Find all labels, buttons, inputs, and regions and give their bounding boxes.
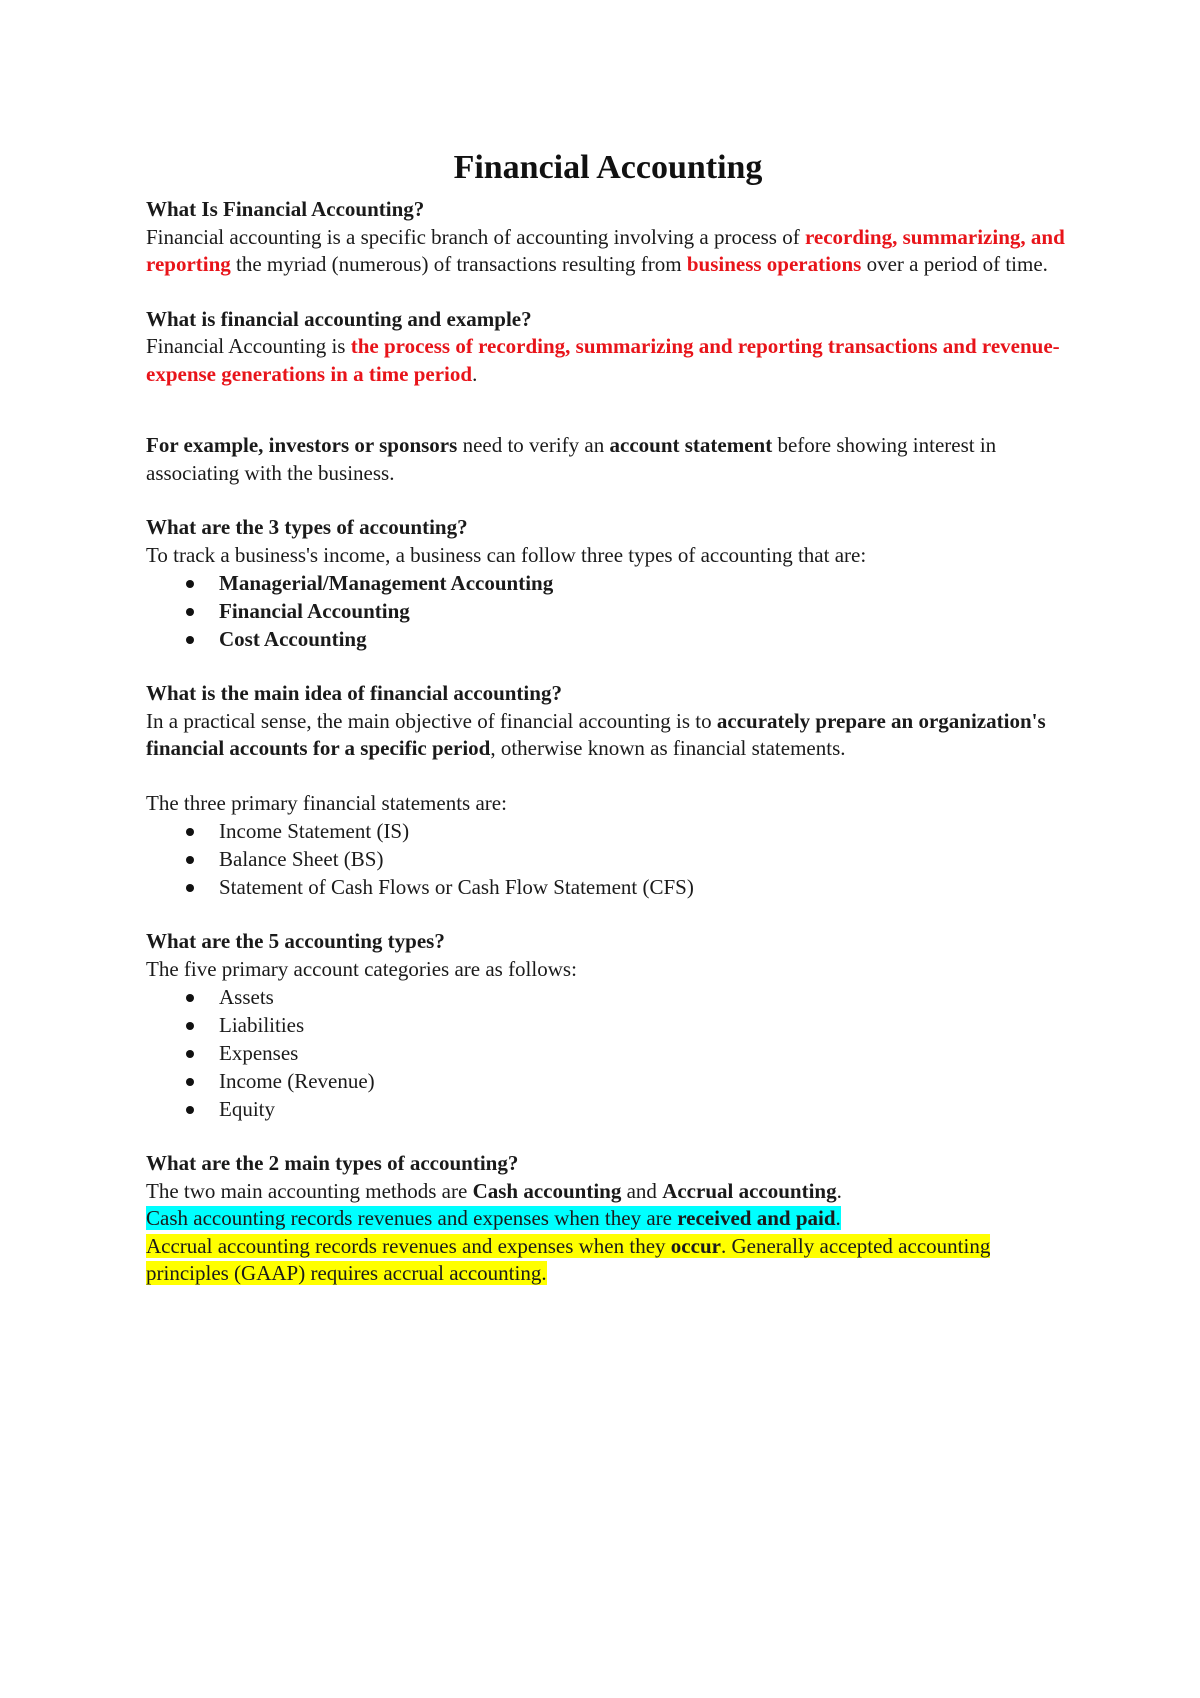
bold-run: Cash accounting (472, 1178, 622, 1203)
list-item-text: Equity (219, 1097, 275, 1121)
question-2-types: What are the 2 main types of accounting? (146, 1151, 519, 1175)
text-run: Financial accounting is a specific branch of accounting involving a process of (146, 224, 805, 249)
bullet-icon (186, 1050, 194, 1058)
page-title: Financial Accounting (453, 149, 763, 186)
highlight-cyan (146, 1206, 841, 1230)
question-what-is-financial-accounting: What Is Financial Accounting? (146, 197, 425, 221)
bullet-icon (186, 1022, 194, 1030)
text-run: the myriad (numerous) of transactions resulting from (230, 252, 687, 276)
spacer (146, 279, 1070, 306)
list-item (146, 625, 1070, 653)
text-run: and (621, 1178, 663, 1203)
bullet-icon (186, 608, 194, 616)
bullet-icon (186, 884, 194, 892)
bold-run: Accrual accounting (662, 1178, 837, 1203)
text-run: before showing interest in associating with the business. (146, 433, 997, 485)
list-item (146, 1067, 1070, 1095)
paragraph-example (146, 432, 1070, 487)
text-run: Financial Accounting is (146, 334, 351, 358)
question-financial-accounting-example: What is financial accounting and example? (146, 306, 532, 331)
bullet-icon (186, 636, 194, 644)
spacer (146, 653, 1070, 680)
text-run: over a period of time. (861, 252, 1048, 276)
spacer (146, 901, 1070, 928)
text-run: The two main accounting methods are (146, 1178, 473, 1203)
text-run: Cash accounting records revenues and expenses when they are (146, 1206, 678, 1230)
bullet-icon (186, 828, 194, 836)
paragraph-3-types-intro: To track a business's income, a business can follow three types of accounting that are: (146, 542, 867, 567)
list-3-types (146, 569, 1070, 653)
list-item (146, 983, 1070, 1011)
list-item-text: Expenses (219, 1041, 299, 1065)
bold-run: For example, investors or sponsors (146, 433, 458, 457)
list-statements (146, 817, 1070, 901)
paragraph-process (146, 333, 1070, 388)
list-item-text: Managerial/Management Accounting (219, 571, 554, 595)
spacer (146, 487, 1070, 514)
paragraph-2-types (146, 1178, 1070, 1206)
bullet-icon (186, 994, 194, 1002)
text-run: , otherwise known as financial statements. (490, 736, 846, 760)
spacer (146, 763, 1070, 790)
highlight-yellow (146, 1234, 990, 1286)
text-run: . Generally accepted accounting principles (GAAP) requires accrual accounting. (146, 1233, 991, 1285)
spacer (146, 1123, 1070, 1150)
list-item-text: Liabilities (219, 1013, 305, 1037)
list-item (146, 569, 1070, 597)
spacer (146, 388, 1070, 432)
list-item (146, 597, 1070, 625)
bold-run: accurately prepare an organization's financial accounts for a specific period (146, 708, 1046, 760)
paragraph-definition (146, 224, 1070, 279)
question-main-idea: What is the main idea of financial accounting? (146, 681, 562, 705)
text-run: need to verify an (457, 433, 610, 457)
list-item-text: Financial Accounting (219, 599, 410, 623)
paragraph-accrual-accounting (146, 1233, 1070, 1288)
bullet-icon (186, 1078, 194, 1086)
bullet-icon (186, 856, 194, 864)
text-run: . (835, 1206, 841, 1230)
text-run: . (836, 1178, 842, 1203)
emphasis-red: recording, summarizing, and reporting (146, 224, 1065, 276)
text-run: Accrual accounting records revenues and expenses when they (146, 1233, 671, 1258)
list-item (146, 1039, 1070, 1067)
bullet-icon (186, 580, 194, 588)
list-item (146, 845, 1070, 873)
paragraph-main-idea (146, 708, 1070, 763)
list-item-text: Cost Accounting (219, 627, 367, 651)
list-item-text: Income (Revenue) (219, 1069, 375, 1093)
list-item-text: Balance Sheet (BS) (219, 847, 384, 871)
question-3-types: What are the 3 types of accounting? (146, 515, 468, 539)
emphasis-red: the process of recording, summarizing and reporting transactions and revenue-expense generations in a time period (146, 334, 1060, 386)
bold-run: account statement (609, 433, 773, 457)
text-run: In a practical sense, the main objective of financial accounting is to (146, 708, 717, 733)
list-item-text: Assets (219, 985, 274, 1009)
list-item-text: Income Statement (IS) (219, 819, 410, 843)
list-item-text: Statement of Cash Flows or Cash Flow Statement (CFS) (219, 875, 694, 899)
list-item (146, 873, 1070, 901)
paragraph-statements-intro: The three primary financial statements are: (146, 790, 507, 815)
list-item (146, 1011, 1070, 1039)
emphasis-red: business operations (686, 252, 862, 276)
question-5-types: What are the 5 accounting types? (146, 929, 445, 953)
list-5-types (146, 983, 1070, 1123)
paragraph-5-types-intro: The five primary account categories are as follows: (146, 956, 577, 981)
bold-run: occur (670, 1233, 721, 1258)
bullet-icon (186, 1106, 194, 1114)
bold-run: received and paid (677, 1206, 836, 1230)
paragraph-cash-accounting (146, 1205, 1070, 1233)
list-item (146, 817, 1070, 845)
text-run: . (472, 361, 478, 386)
list-item (146, 1095, 1070, 1123)
